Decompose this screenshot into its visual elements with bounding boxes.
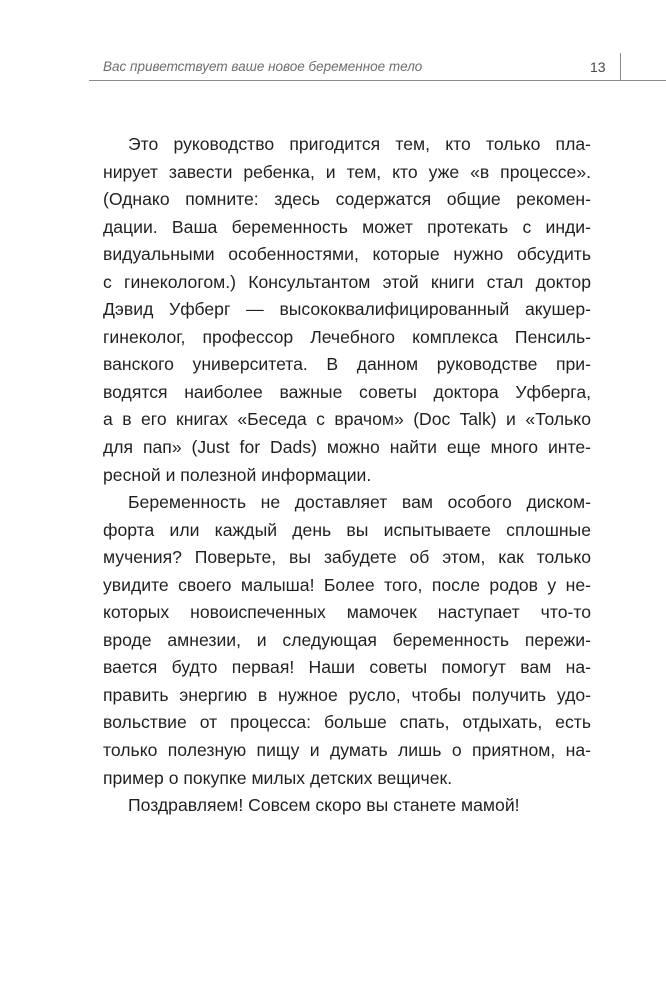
text-line: а в его книгах «Беседа с врачом» (Doc Talk) и «Только [103, 409, 591, 430]
text-line: форта или каждый день вы испытываете сплошные [103, 519, 591, 540]
text-line: Беременность не доставляет вам особого диском- [128, 492, 591, 513]
text-line: которых новоиспеченных мамочек наступает что-то [103, 602, 591, 623]
text-line: ресной и полезной информации. [103, 464, 372, 485]
text-line: видуальными особенностями, которые нужно обсудить [103, 244, 591, 265]
paragraph-3 [103, 792, 591, 820]
paragraph-1 [103, 131, 591, 489]
text-line: Дэвид Уфберг — высококвалифицированный акушер- [103, 299, 591, 320]
text-line: (Однако помните: здесь содержатся общие рекомен- [103, 189, 591, 210]
text-line: дации. Ваша беременность может протекать с инди- [103, 216, 591, 237]
text-line: вроде амнезии, и следующая беременность пережи- [103, 629, 591, 650]
body-text [103, 131, 591, 820]
text-line: вается будто первая! Наши советы помогут вам на- [103, 657, 591, 678]
header-rule [89, 80, 666, 81]
running-title: Вас приветствует ваше новое беременное тело [103, 59, 423, 74]
header-divider [620, 53, 621, 80]
text-line: только полезную пищу и думать лишь о приятном, на- [103, 740, 591, 761]
text-line: водятся наиболее важные советы доктора Уфберга, [103, 381, 591, 402]
text-line: Поздравляем! Совсем скоро вы станете мамой! [128, 795, 520, 816]
text-line: нирует завести ребенка, и тем, кто уже «в процессе». [103, 161, 591, 182]
page-number: 13 [590, 59, 606, 75]
text-line: увидите своего малыша! Более того, после родов у не- [103, 574, 591, 595]
text-line: мучения? Поверьте, вы забудете об этом, как только [103, 547, 591, 568]
paragraph-2 [103, 489, 591, 792]
text-line: с гинекологом.) Консультантом этой книги стал доктор [103, 271, 591, 292]
text-line: вольствие от процесса: больше спать, отдыхать, есть [103, 712, 591, 733]
text-line: для пап» (Just for Dads) можно найти еще много инте- [103, 437, 591, 458]
text-line: Это руководство пригодится тем, кто только пла- [128, 134, 591, 154]
text-line: править энергию в нужное русло, чтобы получить удо- [103, 684, 591, 705]
text-line: ванского университета. В данном руководстве при- [103, 354, 591, 375]
text-line: пример о покупке милых детских вещичек. [103, 767, 453, 788]
text-line: гинеколог, профессор Лечебного комплекса Пенсиль- [103, 326, 591, 347]
